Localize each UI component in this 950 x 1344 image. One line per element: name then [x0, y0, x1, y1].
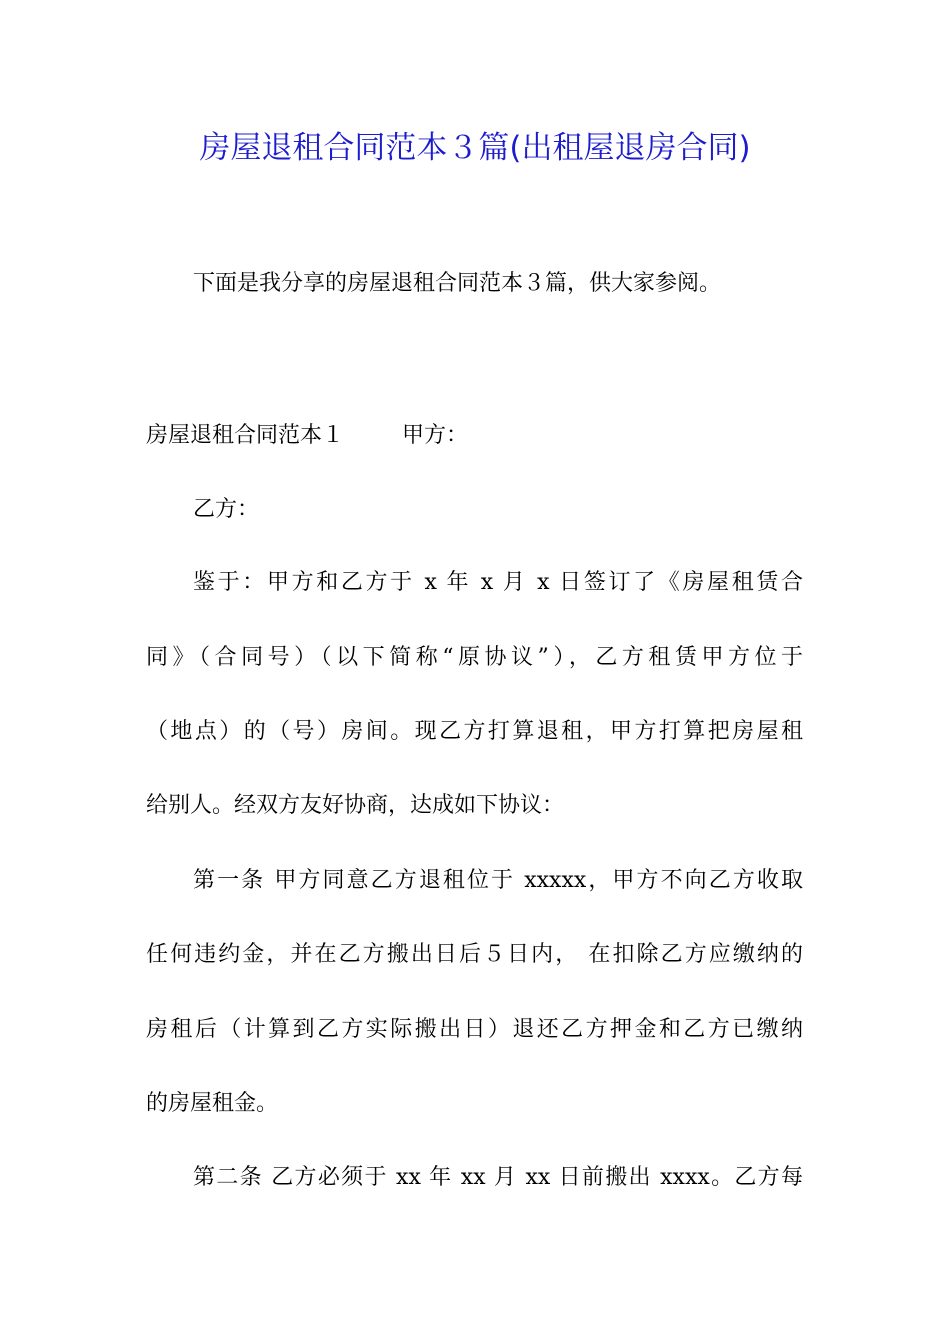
section-heading: 房屋退租合同范本１ — [146, 423, 345, 448]
article-line: 的房屋租金。 — [146, 1091, 279, 1116]
paragraph-line: 同》（合同号）（以下简称“原协议”），乙方租赁甲方位于 — [146, 645, 803, 670]
paragraph-line: 给别人。经双方友好协商，达成如下协议： — [146, 793, 565, 818]
article-line: 房租后（计算到乙方实际搬出日）退还乙方押金和乙方已缴纳 — [146, 1017, 803, 1042]
document-title: 房屋退租合同范本３篇(出租屋退房合同) — [199, 130, 751, 166]
party-b-label: 乙方： — [193, 497, 260, 522]
party-a-label: 甲方： — [402, 423, 469, 448]
article-line: 第一条 甲方同意乙方退租位于 xxxxx，甲方不向乙方收取 — [193, 868, 803, 893]
article-line: 第二条 乙方必须于 xx 年 xx 月 xx 日前搬出 xxxx。乙方每 — [193, 1165, 803, 1190]
paragraph-line: （地点）的（号）房间。现乙方打算退租，甲方打算把房屋租 — [146, 719, 803, 744]
article-line: 任何违约金，并在乙方搬出日后５日内， 在扣除乙方应缴纳的 — [146, 942, 803, 967]
intro-paragraph: 下面是我分享的房屋退租合同范本３篇，供大家参阅。 — [193, 271, 722, 296]
paragraph-line: 鉴于：甲方和乙方于 x 年 x 月 x 日签订了《房屋租赁合 — [193, 570, 803, 595]
